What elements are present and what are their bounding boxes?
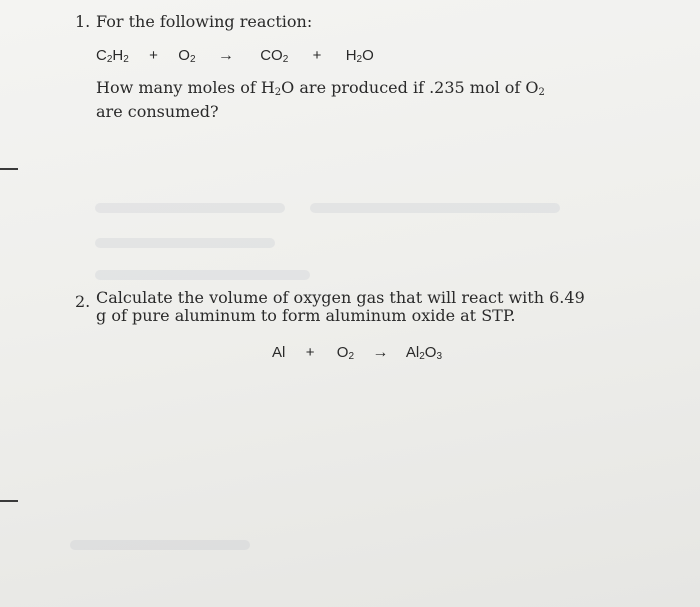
reactant-formula: O bbox=[178, 47, 190, 64]
subscript: 2 bbox=[274, 87, 282, 98]
product-formula: Al bbox=[405, 344, 420, 361]
subscript: 2 bbox=[538, 87, 545, 98]
subscript: 2 bbox=[282, 54, 289, 65]
product-formula: O bbox=[424, 344, 437, 361]
product-formula: H bbox=[345, 47, 357, 64]
subscript: 2 bbox=[348, 351, 355, 362]
subscript: 2 bbox=[189, 54, 196, 65]
margin-tick-mark bbox=[0, 168, 18, 170]
subscript: 2 bbox=[419, 351, 425, 362]
bleed-through-mark bbox=[70, 540, 250, 550]
reactant-formula: O bbox=[336, 344, 349, 361]
bleed-through-mark bbox=[95, 238, 275, 248]
margin-tick-mark bbox=[0, 500, 18, 502]
reaction-arrow: → bbox=[372, 344, 389, 361]
product-formula: O bbox=[362, 47, 374, 64]
subscript: 3 bbox=[436, 351, 443, 362]
bleed-through-mark bbox=[310, 203, 560, 213]
reactant-formula: H bbox=[112, 47, 124, 64]
subscript: 2 bbox=[356, 54, 363, 65]
question-text: Calculate the volume of oxygen gas that will react with 6.49 g of pure aluminum to form aluminum oxide at STP. bbox=[96, 288, 585, 325]
bleed-through-mark bbox=[95, 203, 285, 213]
bleed-through-mark bbox=[95, 270, 310, 280]
reactant-formula: Al bbox=[272, 344, 286, 361]
sub-question-text: are consumed? bbox=[96, 102, 219, 121]
plus-sign: + bbox=[149, 47, 158, 64]
product-formula: CO bbox=[260, 47, 283, 64]
sub-question bbox=[96, 78, 566, 121]
sub-question-text: How many moles of H bbox=[96, 78, 275, 97]
question-number: 2. bbox=[75, 292, 91, 311]
question-number: 1. bbox=[75, 12, 91, 31]
subscript: 2 bbox=[123, 54, 129, 65]
reactant-formula: C bbox=[96, 47, 107, 64]
plus-sign: + bbox=[312, 47, 322, 64]
sub-question-text: O are produced if .235 mol of O bbox=[281, 78, 539, 97]
reaction-arrow: → bbox=[217, 47, 234, 64]
plus-sign: + bbox=[305, 344, 315, 361]
question-prompt: For the following reaction: bbox=[96, 12, 313, 31]
reaction-equation-2 bbox=[272, 344, 442, 362]
subscript: 2 bbox=[106, 54, 113, 65]
reaction-equation-1 bbox=[96, 47, 374, 65]
